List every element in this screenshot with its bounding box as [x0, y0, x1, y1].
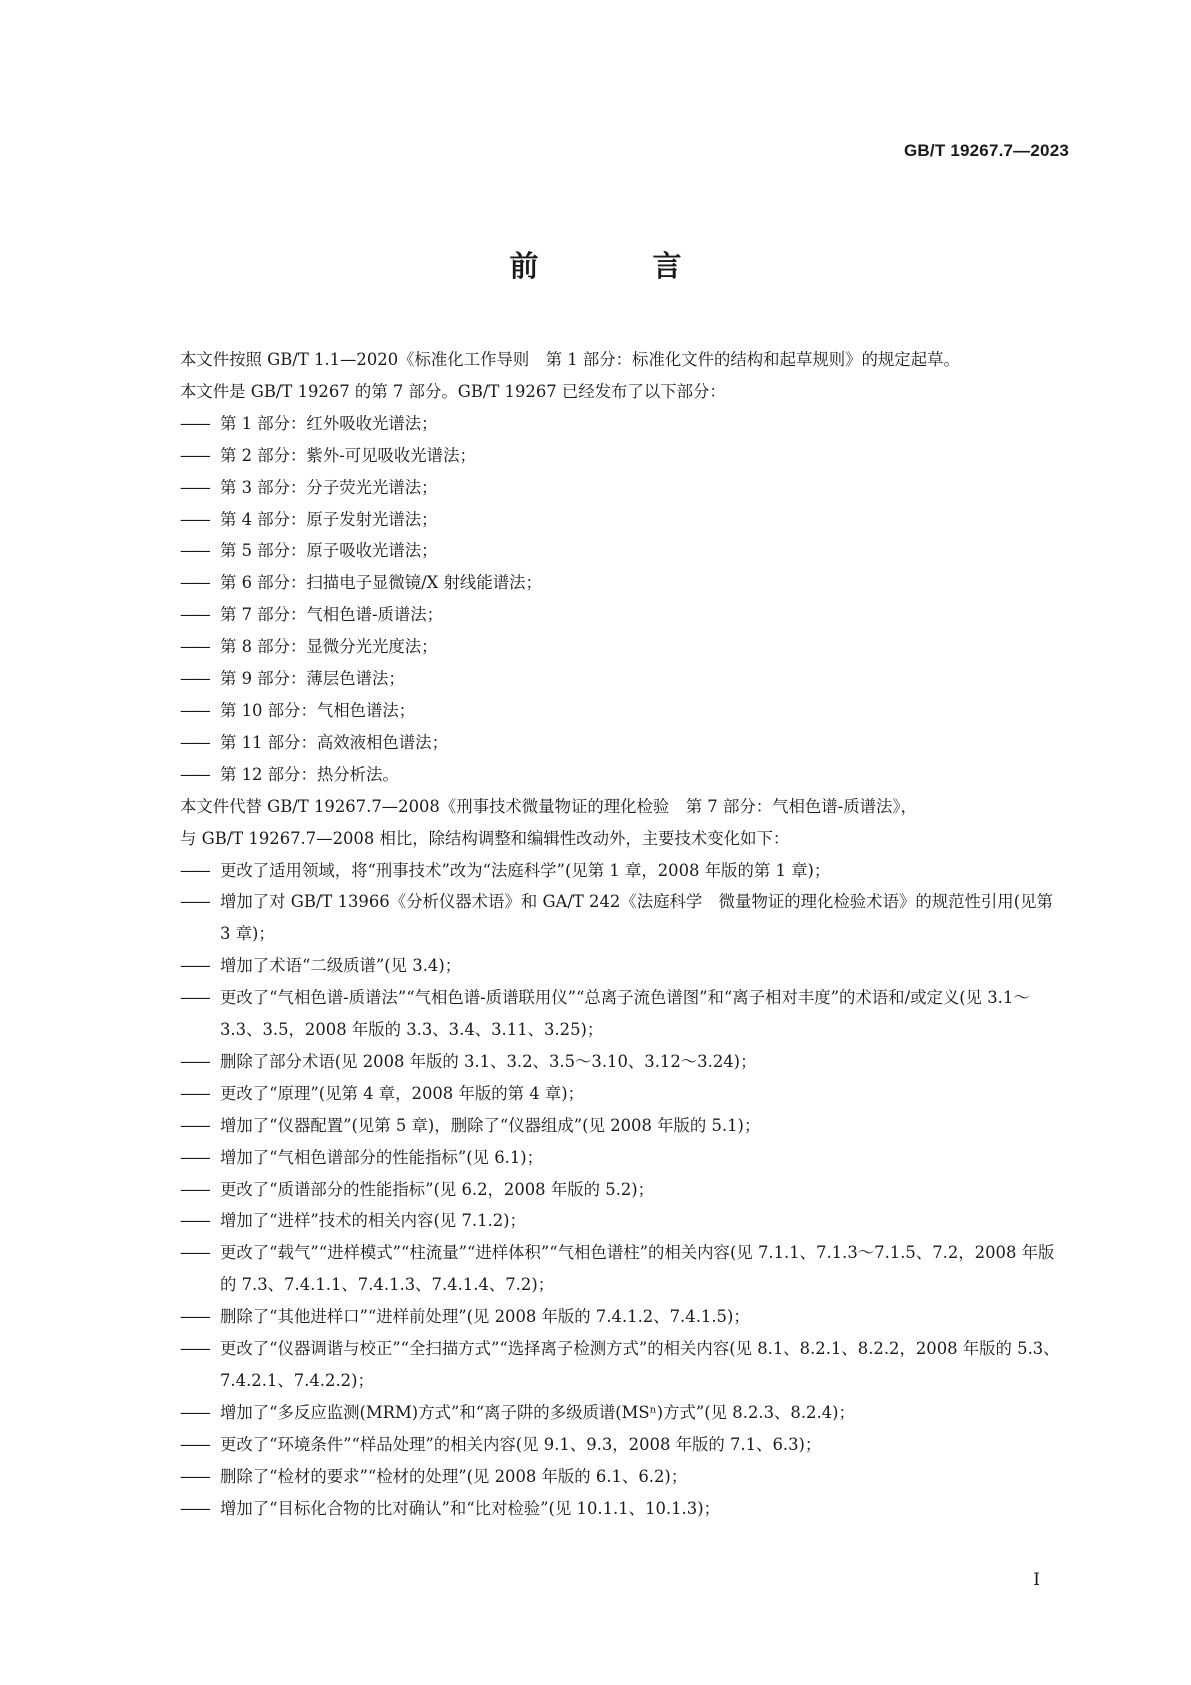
list-item: —— 第 12 部分：热分析法。 [180, 764, 399, 784]
list-item: —— 第 8 部分：显微分光光度法； [180, 637, 438, 657]
list-item: —— 第 6 部分：扫描电子显微镜/X 射线能谱法； [180, 573, 542, 593]
list-item: —— 更改了“环境条件”“样品处理”的相关内容(见 9.1、9.3，2008 年版的 7.1、6.3)； [180, 1434, 822, 1454]
list-item: —— 第 11 部分：高效液相色谱法； [180, 732, 448, 752]
list-item: —— 删除了“其他进样口”“进样前处理”(见 2008 年版的 7.4.1.2、7.4.1.5)； [180, 1307, 750, 1327]
list-item: —— 第 4 部分：原子发射光谱法； [180, 509, 438, 529]
list-item: —— 更改了“原理”(见第 4 章，2008 年版的第 4 章)； [180, 1083, 585, 1103]
page-number: I [1033, 1570, 1040, 1590]
list-item: —— 更改了“气相色谱-质谱法”“气相色谱-质谱联用仪”“总离子流色谱图”和“离子相对丰度”的术语和/或定义(见 3.1～3.3、3.5，2008 年版的 3.3、3.4、3.11、3.25)； [180, 988, 1030, 1040]
list-item: —— 第 9 部分：薄层色谱法； [180, 669, 405, 689]
list-item: —— 删除了部分术语(见 2008 年版的 3.1、3.2、3.5～3.10、3.12～3.24)； [180, 1051, 757, 1071]
list-item: —— 删除了“检材的要求”“检材的处理”(见 2008 年版的 6.1、6.2)； [180, 1466, 688, 1486]
list-item: —— 第 5 部分：原子吸收光谱法； [180, 541, 438, 561]
list-item: —— 第 2 部分：紫外-可见吸收光谱法； [180, 445, 476, 465]
paragraph-parts-intro: 本文件是 GB/T 19267 的第 7 部分。GB/T 19267 已经发布了以下部分： [180, 381, 726, 401]
paragraph-drafting-rules: 本文件按照 GB/T 1.1—2020《标准化工作导则 第 1 部分：标准化文件的结构和起草规则》的规定起草。 [180, 350, 960, 369]
list-item: —— 更改了“质谱部分的性能指标”(见 6.2，2008 年版的 5.2)； [180, 1179, 655, 1199]
parts-list [143, 408, 1066, 791]
document-body [143, 344, 1066, 1525]
list-item: —— 更改了“仪器调谐与校正”“全扫描方式”“选择离子检测方式”的相关内容(见 8.1、8.2.1、8.2.2，2008 年版的 5.3、7.4.2.1、7.4.2.2)； [180, 1339, 1060, 1390]
list-item: —— 增加了“多反应监测(MRM)方式”和“离子阱的多级质谱(MSⁿ)方式”(见 8.2.3、8.2.4)； [180, 1402, 855, 1422]
list-item: —— 更改了适用领域，将“刑事技术”改为“法庭科学”(见第 1 章，2008 年版的第 1 章)； [180, 860, 831, 880]
list-item: —— 增加了“进样”技术的相关内容(见 7.1.2)； [180, 1211, 526, 1231]
list-item: —— 增加了“目标化合物的比对确认”和“比对检验”(见 10.1.1、10.1.3)； [180, 1498, 720, 1518]
paragraph-replacement: 本文件代替 GB/T 19267.7—2008《刑事技术微量物证的理化检验 第 7 部分：气相色谱-质谱法》， [180, 796, 917, 816]
page-title: 前 言 [509, 249, 734, 283]
list-item: —— 增加了术语“二级质谱”(见 3.4)； [180, 956, 462, 976]
list-item: —— 第 7 部分：气相色谱-质谱法； [180, 605, 444, 625]
changes-list [143, 855, 1066, 1525]
standard-code: GB/T 19267.7—2023 [904, 141, 1069, 160]
list-item: —— 增加了对 GB/T 13966《分析仪器术语》和 GA/T 242《法庭科学 微量物证的理化检验术语》的规范性引用(见第 3 章)； [180, 892, 1053, 944]
list-item: —— 第 10 部分：气相色谱法； [180, 700, 416, 720]
list-item: —— 第 3 部分：分子荧光光谱法； [180, 477, 438, 497]
list-item: —— 增加了“气相色谱部分的性能指标”(见 6.1)； [180, 1147, 544, 1167]
list-item: —— 增加了“仪器配置”(见第 5 章)，删除了“仪器组成”(见 2008 年版的 5.1)； [180, 1115, 761, 1135]
list-item: —— 更改了“载气”“进样模式”“柱流量”“进样体积”“气相色谱柱”的相关内容(见 7.1.1、7.1.3～7.1.5、7.2，2008 年版的 7.3、7.4.1.1、7.4.1.3、7.4.1.4、7.2)； [180, 1243, 1055, 1295]
paragraph-replacement-cont: 与 GB/T 19267.7—2008 相比，除结构调整和编辑性改动外，主要技术变化如下： [180, 828, 790, 848]
list-item: —— 第 1 部分：红外吸收光谱法； [180, 413, 438, 433]
